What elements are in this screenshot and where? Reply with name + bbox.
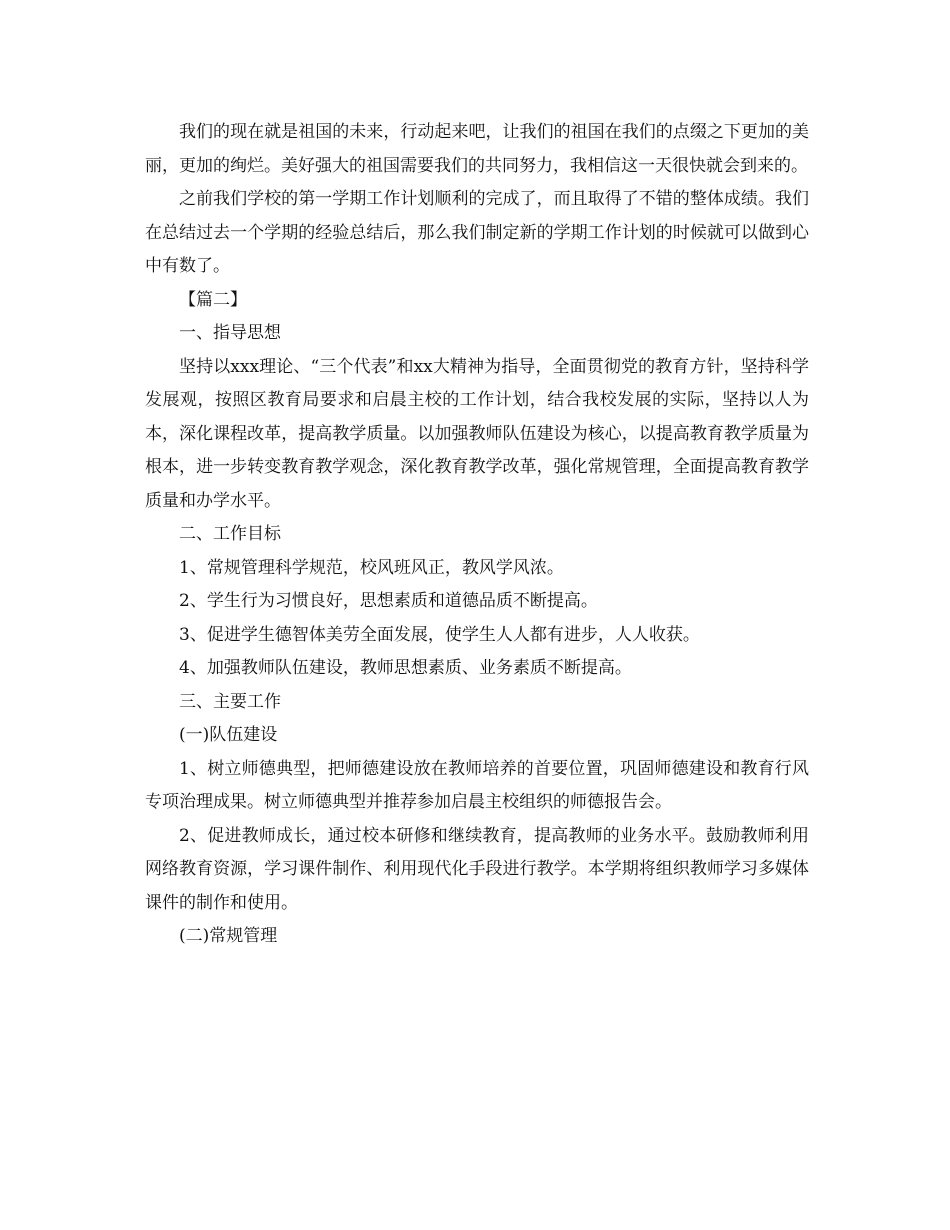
team-item-1: 1、树立师德典型，把师德建设放在教师培养的首要位置，巩固师德建设和教育行风专项治理成果。树立师德典型并推荐参加启晨主校组织的师德报告会。 — [145, 758, 809, 812]
goal-item-4: 4、加强教师队伍建设，教师思想素质、业务素质不断提高。 — [179, 658, 632, 678]
document-body — [145, 116, 809, 954]
subheading-routine-management: (二)常规管理 — [179, 926, 278, 946]
heading-guiding-ideology: 一、指导思想 — [179, 323, 281, 343]
paragraph-guiding-ideology: 坚持以xxx理论、“三个代表”和xx大精神为指导，全面贯彻党的教育方针，坚持科学发展观，按照区教育局要求和启晨主校的工作计划，结合我校发展的实际，坚持以人为本，深化课程改革，提高教学质量。以加强教师队伍建设为核心，以提高教育教学质量为根本，进一步转变教育教学观念，深化教育教学改革，强化常规管理，全面提高教育教学质量和办学水平。 — [145, 356, 809, 511]
heading-work-goals: 二、工作目标 — [179, 524, 281, 544]
paragraph-closing: 我们的现在就是祖国的未来，行动起来吧，让我们的祖国在我们的点缀之下更加的美丽，更加的绚烂。美好强大的祖国需要我们的共同努力，我相信这一天很快就会到来的。 — [145, 122, 809, 176]
subheading-team-building: (一)队伍建设 — [179, 725, 278, 745]
goal-item-2: 2、学生行为习惯良好，思想素质和道德品质不断提高。 — [179, 591, 598, 611]
team-item-2: 2、促进教师成长，通过校本研修和继续教育，提高教师的业务水平。鼓励教师利用网络教育资源，学习课件制作、利用现代化手段进行教学。本学期将组织教师学习多媒体课件的制作和使用。 — [145, 825, 809, 913]
goal-item-1: 1、常规管理科学规范，校风班风正，教风学风浓。 — [179, 557, 564, 578]
section-heading-part-two: 【篇二】 — [179, 289, 247, 310]
paragraph-transition: 之前我们学校的第一学期工作计划顺利的完成了，而且取得了不错的整体成绩。我们在总结过去一个学期的经验总结后，那么我们制定新的学期工作计划的时候就可以做到心中有数了。 — [145, 189, 809, 276]
heading-main-work: 三、主要工作 — [179, 691, 281, 712]
goal-item-3: 3、促进学生德智体美劳全面发展，使学生人人都有进步，人人收获。 — [179, 624, 700, 645]
